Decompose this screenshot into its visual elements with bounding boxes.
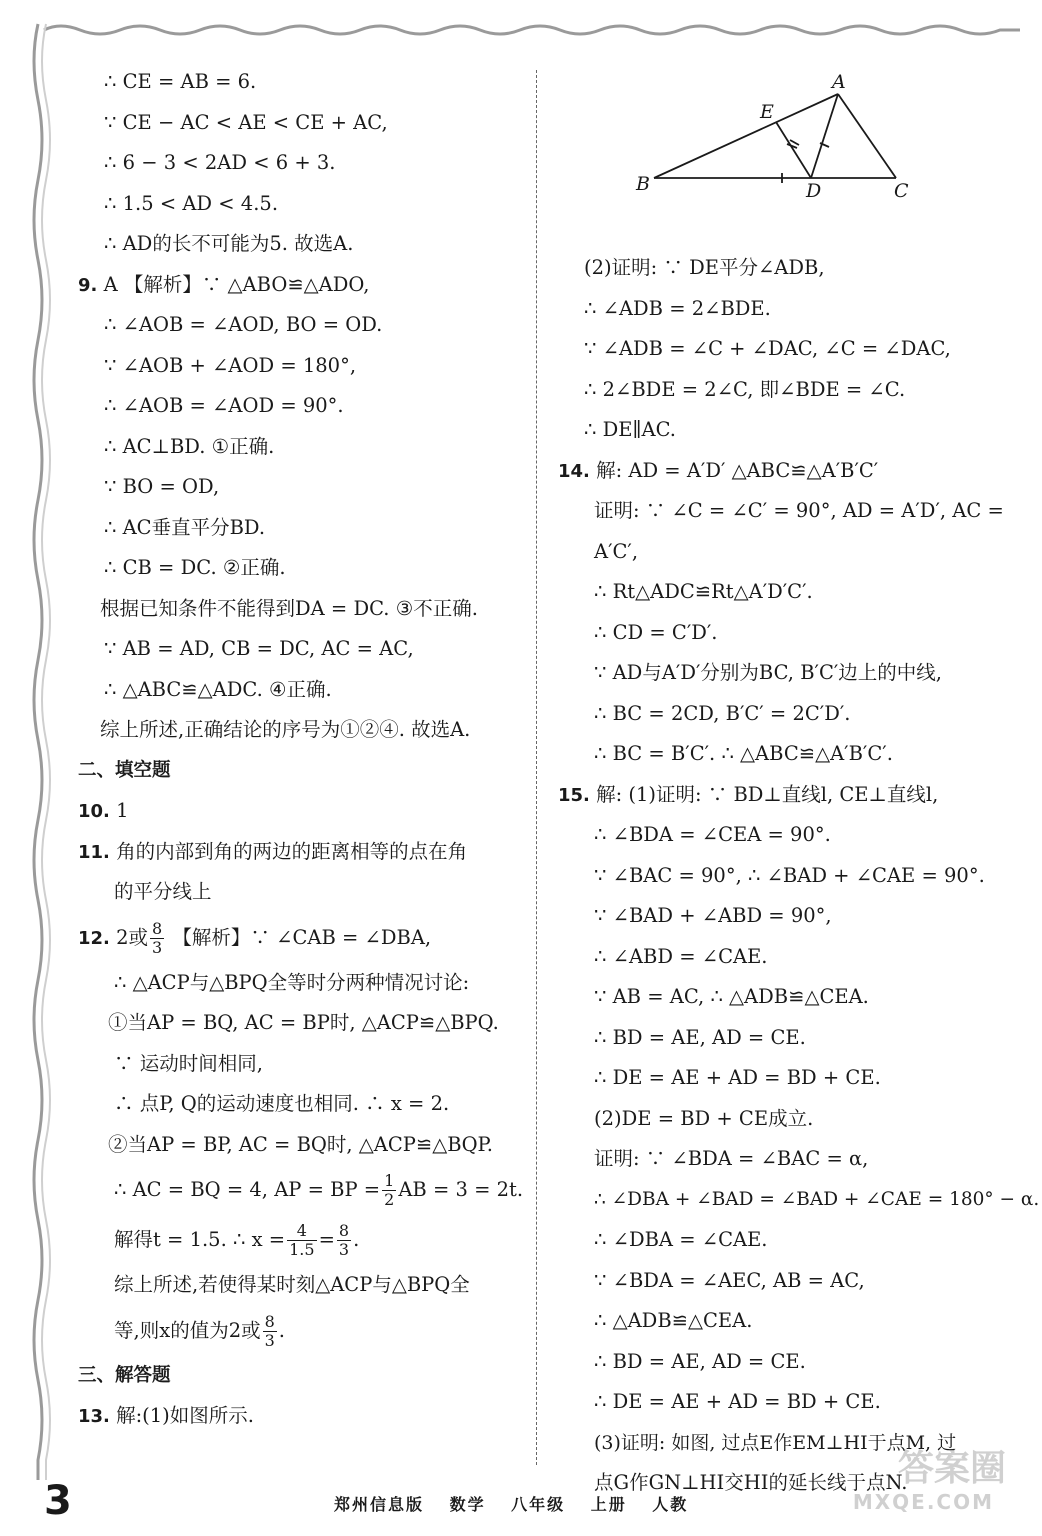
text-line: ∴ DE∥AC.: [584, 418, 676, 441]
text-line: 根据已知条件不能得到DA = DC. ③不正确.: [100, 596, 478, 620]
question-text: 解:(1)如图所示.: [116, 1404, 254, 1427]
text-line: 综上所述,正确结论的序号为①②④. 故选A.: [100, 718, 471, 741]
text-line: ∴ ∠DBA + ∠BAD = ∠BAD + ∠CAE = 180° − α.: [594, 1188, 1040, 1210]
text-line: ∴ Rt△ADC≌Rt△A′D′C′.: [594, 580, 813, 603]
segment-BA: [654, 94, 838, 178]
question-number: 12.: [78, 927, 110, 949]
text-line: ∴ 点P, Q的运动速度也相同. ∴ x = 2.: [114, 1092, 450, 1115]
formula-line: 解得t = 1.5. ∴ x = $\frac{4}{1.5}$ = $\frac{8}{3}$ .: [114, 1221, 360, 1259]
watermark-logo: 答案圈: [897, 1448, 1006, 1489]
text-line: ∴ ∠ABD = ∠CAE.: [594, 944, 768, 968]
formula-line: ∴ AC = BQ = 4, AP = BP = $\frac{1}{2}$ AB = 3 = 2t.: [114, 1171, 524, 1209]
text-line: ∴ △ABC≌△ADC. ④正确.: [104, 677, 332, 701]
answer-text: 2或: [116, 925, 149, 949]
text-line: (2)证明: ∵ DE平分∠ADB,: [584, 256, 825, 279]
text-line: ∴ ∠ADB = 2∠BDE.: [584, 296, 771, 320]
text-line: ∴ AC⊥BD. ①正确.: [104, 434, 275, 458]
text-line: ∴ AC垂直平分BD.: [104, 515, 266, 539]
text-line: ①当AP = BQ, AC = BP时, △ACP≌△BPQ.: [108, 1011, 499, 1034]
text-line: ∴ DE = AE + AD = BD + CE.: [594, 1390, 881, 1413]
fraction: $\frac{8}{3}$: [152, 918, 163, 957]
text-line: ∴ 2∠BDE = 2∠C, 即∠BDE = ∠C.: [584, 377, 906, 401]
column-divider: [536, 70, 537, 1465]
text-line: ∵ ∠BAC = 90°, ∴ ∠BAD + ∠CAE = 90°.: [594, 863, 985, 887]
text-line: ∵ ∠ADB = ∠C + ∠DAC, ∠C = ∠DAC,: [584, 337, 951, 360]
question-number: 10.: [78, 801, 110, 822]
question-11: [78, 832, 518, 873]
segment-ED: [776, 122, 811, 178]
text-line: 综上所述,若使得某时刻△ACP与△BPQ全: [114, 1273, 470, 1296]
text-line: ∴ BD = AE, AD = CE.: [594, 1025, 806, 1049]
text-line: ∵ CE − AC < AE < CE + AC,: [104, 110, 388, 134]
question-15: [558, 775, 1003, 816]
vertex-label-A: A: [832, 71, 846, 93]
text-line: ∵ AB = AC, ∴ △ADB≌△CEA.: [594, 985, 869, 1008]
question-text: 角的内部到角的两边的距离相等的点在角: [116, 839, 468, 863]
text-line: (3)证明: 如图, 过点E作EM⊥HI于点M, 过: [594, 1431, 957, 1454]
text-line: ∴ DE = AE + AD = BD + CE.: [594, 1066, 881, 1089]
left-column: [78, 62, 524, 1437]
text-line: ∴ △ADB≌△CEA.: [594, 1309, 753, 1332]
analysis-text: 【解析】∵ ∠CAB = ∠DBA,: [172, 925, 432, 949]
text-line: 点G作GN⊥HI交HI的延长线于点N.: [594, 1471, 908, 1494]
text-line: ∵ ∠AOB + ∠AOD = 180°,: [104, 353, 357, 377]
question-text: 1: [116, 799, 129, 822]
text-line: ∴ ∠AOB = ∠AOD = 90°.: [104, 394, 344, 417]
question-13: [78, 1396, 518, 1437]
question-text: 解: (1)证明: ∵ BD⊥直线l, CE⊥直线l,: [596, 782, 939, 806]
text-line: ∵ AD与A′D′分别为BC, B′C′边上的中线,: [594, 661, 943, 684]
text-line: ②当AP = BP, AC = BQ时, △ACP≌△BQP.: [108, 1132, 493, 1156]
text-line: ∴ BC = B′C′. ∴ △ABC≌△A′B′C′.: [594, 742, 893, 765]
question-number: 15.: [558, 784, 590, 806]
question-text: A 【解析】∵ △ABO≌△ADO,: [103, 272, 370, 296]
vertex-label-C: C: [894, 180, 909, 202]
text-line: (2)DE = BD + CE成立.: [594, 1106, 814, 1130]
section-header-solutions: 三、解答题: [78, 1364, 171, 1386]
text-line: ∵ AB = AD, CB = DC, AC = AC,: [104, 637, 414, 660]
question-14: [558, 451, 1003, 492]
text-line: ∴ CE = AB = 6.: [104, 70, 257, 93]
text-line: 的平分线上: [114, 880, 212, 903]
text-line: ∴ ∠AOB = ∠AOD, BO = OD.: [104, 313, 383, 336]
text-line: 证明: ∵ ∠C = ∠C′ = 90°, AD = A′D′, AC =: [594, 499, 1004, 522]
text-line: ∵ ∠BAD + ∠ABD = 90°,: [594, 904, 832, 927]
text-line: ∴ ∠BDA = ∠CEA = 90°.: [594, 823, 831, 846]
question-number: 9.: [78, 274, 98, 296]
text-line: ∴ AD的长不可能为5. 故选A.: [104, 232, 354, 255]
right-column: [558, 70, 1040, 1504]
formula-line: 等,则x的值为2或 $\frac{8}{3}$ .: [114, 1311, 285, 1350]
text-line: ∴ 1.5 < AD < 4.5.: [104, 191, 279, 215]
text-line: ∴ CD = C′D′.: [594, 620, 718, 644]
text-line: ∴ △ACP与△BPQ全等时分两种情况讨论:: [114, 970, 470, 994]
segment-AD: [811, 94, 838, 178]
vertex-label-D: D: [806, 180, 822, 202]
text-line: ∵ ∠BDA = ∠AEC, AB = AC,: [594, 1268, 865, 1292]
text-line: ∵ 运动时间相同,: [114, 1051, 263, 1075]
triangle-diagram: [558, 70, 1003, 248]
question-number: 11.: [78, 841, 110, 863]
tick-mark: [790, 140, 799, 145]
question-number: 14.: [558, 460, 590, 482]
question-text: 解: AD = A′D′ △ABC≌△A′B′C′: [596, 458, 879, 482]
fraction: $\frac{4}{1.5}$: [289, 1221, 315, 1259]
fraction: $\frac{1}{2}$: [384, 1171, 395, 1209]
triangle-figure: [558, 70, 998, 248]
question-10: [78, 791, 518, 832]
segment-AC: [838, 94, 896, 178]
vertex-label-B: B: [636, 173, 650, 195]
text-line: ∴ BC = 2CD, B′C′ = 2C′D′.: [594, 701, 851, 725]
section-header-fill-in: 二、填空题: [78, 759, 171, 781]
footer-text: 郑州信息版 数学 八年级 上册 人教: [334, 1495, 689, 1514]
text-line: A′C′,: [594, 539, 639, 563]
text-line: ∵ BO = OD,: [104, 475, 220, 498]
question-12: [78, 913, 518, 963]
text-line: ∴ CB = DC. ②正确.: [104, 556, 286, 579]
text-line: 证明: ∵ ∠BDA = ∠BAC = α,: [594, 1147, 869, 1170]
vertex-label-E: E: [760, 101, 774, 123]
fraction: $\frac{8}{3}$: [338, 1221, 350, 1259]
text-line: ∴ 6 − 3 < 2AD < 6 + 3.: [104, 151, 336, 174]
text-line: ∴ BD = AE, AD = CE.: [594, 1349, 806, 1373]
watermark-url: MXQE.COM: [852, 1490, 994, 1514]
page-number: 3: [44, 1478, 72, 1524]
fraction: $\frac{8}{3}$: [264, 1311, 275, 1350]
question-number: 13.: [78, 1406, 110, 1427]
text-line: ∴ ∠DBA = ∠CAE.: [594, 1228, 768, 1251]
question-9: [78, 265, 518, 306]
